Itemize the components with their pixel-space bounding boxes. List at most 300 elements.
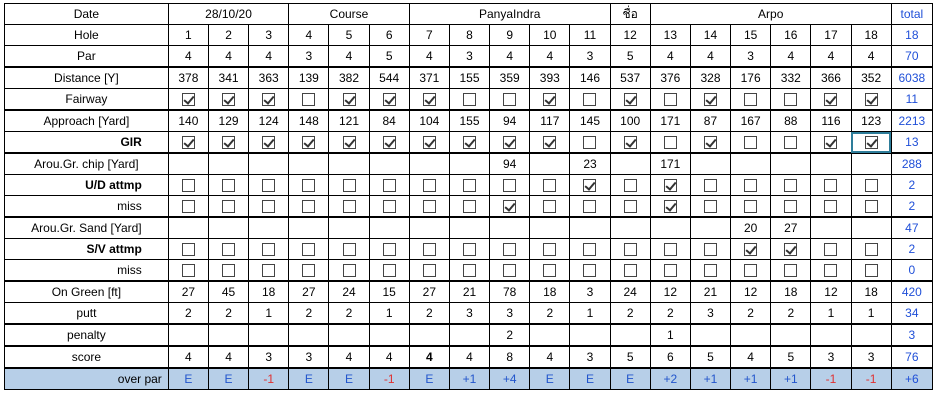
cell-score-4[interactable]: 3 (289, 346, 329, 368)
checkbox-sv-attempt-3[interactable] (249, 239, 289, 260)
checked-box-icon[interactable] (423, 136, 436, 149)
checkbox-fairway-17[interactable] (811, 89, 851, 111)
cell-around-green-sand-5[interactable] (329, 217, 369, 239)
cell-on-green-1[interactable]: 27 (168, 281, 208, 303)
cell-par-1[interactable]: 4 (168, 46, 208, 68)
cell-on-green-5[interactable]: 24 (329, 281, 369, 303)
cell-over-par-4[interactable]: E (289, 368, 329, 390)
cell-distance-8[interactable]: 155 (449, 67, 489, 89)
cell-on-green-17[interactable]: 12 (811, 281, 851, 303)
empty-box-icon[interactable] (343, 243, 356, 256)
empty-box-icon[interactable] (744, 136, 757, 149)
checkbox-gir-7[interactable] (409, 132, 449, 154)
cell-hole-10[interactable]: 10 (530, 25, 570, 46)
checkbox-ud-attempt-14[interactable] (690, 175, 730, 196)
checkbox-sv-miss-17[interactable] (811, 260, 851, 282)
cell-on-green-6[interactable]: 15 (369, 281, 409, 303)
checkbox-gir-17[interactable] (811, 132, 851, 154)
empty-box-icon[interactable] (302, 179, 315, 192)
checkbox-sv-attempt-12[interactable] (610, 239, 650, 260)
cell-penalty-9[interactable]: 2 (490, 324, 530, 346)
cell-putt-8[interactable]: 3 (449, 303, 489, 325)
checkbox-sv-miss-12[interactable] (610, 260, 650, 282)
checkbox-fairway-4[interactable] (289, 89, 329, 111)
cell-approach-12[interactable]: 100 (610, 110, 650, 132)
empty-box-icon[interactable] (302, 264, 315, 277)
cell-distance-16[interactable]: 332 (771, 67, 811, 89)
empty-box-icon[interactable] (182, 200, 195, 213)
cell-score-7[interactable]: 4 (409, 346, 449, 368)
checkbox-sv-miss-15[interactable] (731, 260, 771, 282)
cell-around-green-sand-15[interactable]: 20 (731, 217, 771, 239)
cell-penalty-15[interactable] (731, 324, 771, 346)
checkbox-sv-miss-2[interactable] (208, 260, 248, 282)
cell-on-green-11[interactable]: 3 (570, 281, 610, 303)
empty-box-icon[interactable] (503, 93, 516, 106)
checked-box-icon[interactable] (262, 93, 275, 106)
checkbox-fairway-12[interactable] (610, 89, 650, 111)
cell-around-green-chip-1[interactable] (168, 153, 208, 175)
checkbox-fairway-6[interactable] (369, 89, 409, 111)
cell-penalty-6[interactable] (369, 324, 409, 346)
cell-hole-7[interactable]: 7 (409, 25, 449, 46)
cell-on-green-15[interactable]: 12 (731, 281, 771, 303)
checked-box-icon[interactable] (784, 243, 797, 256)
checkbox-gir-3[interactable] (249, 132, 289, 154)
empty-box-icon[interactable] (744, 200, 757, 213)
cell-on-green-10[interactable]: 18 (530, 281, 570, 303)
checked-box-icon[interactable] (302, 136, 315, 149)
checkbox-sv-attempt-11[interactable] (570, 239, 610, 260)
cell-approach-16[interactable]: 88 (771, 110, 811, 132)
cell-on-green-18[interactable]: 18 (851, 281, 891, 303)
empty-box-icon[interactable] (503, 264, 516, 277)
checked-box-icon[interactable] (624, 93, 637, 106)
cell-distance-1[interactable]: 378 (168, 67, 208, 89)
checkbox-sv-miss-11[interactable] (570, 260, 610, 282)
empty-box-icon[interactable] (383, 179, 396, 192)
checkbox-fairway-1[interactable] (168, 89, 208, 111)
checked-box-icon[interactable] (503, 136, 516, 149)
checkbox-ud-miss-2[interactable] (208, 196, 248, 218)
cell-around-green-chip-3[interactable] (249, 153, 289, 175)
cell-around-green-chip-10[interactable] (530, 153, 570, 175)
empty-box-icon[interactable] (463, 264, 476, 277)
empty-box-icon[interactable] (543, 200, 556, 213)
cell-over-par-12[interactable]: E (610, 368, 650, 390)
empty-box-icon[interactable] (664, 243, 677, 256)
checkbox-sv-attempt-9[interactable] (490, 239, 530, 260)
cell-approach-13[interactable]: 171 (650, 110, 690, 132)
cell-score-5[interactable]: 4 (329, 346, 369, 368)
checkbox-sv-attempt-10[interactable] (530, 239, 570, 260)
checked-box-icon[interactable] (704, 93, 717, 106)
cell-around-green-sand-17[interactable] (811, 217, 851, 239)
empty-box-icon[interactable] (343, 264, 356, 277)
checkbox-sv-miss-9[interactable] (490, 260, 530, 282)
empty-box-icon[interactable] (784, 136, 797, 149)
checked-box-icon[interactable] (744, 243, 757, 256)
checkbox-gir-2[interactable] (208, 132, 248, 154)
cell-hole-3[interactable]: 3 (249, 25, 289, 46)
cell-penalty-7[interactable] (409, 324, 449, 346)
empty-box-icon[interactable] (262, 243, 275, 256)
cell-over-par-9[interactable]: +4 (490, 368, 530, 390)
cell-on-green-13[interactable]: 12 (650, 281, 690, 303)
checkbox-ud-miss-6[interactable] (369, 196, 409, 218)
cell-around-green-sand-18[interactable] (851, 217, 891, 239)
cell-around-green-sand-7[interactable] (409, 217, 449, 239)
empty-box-icon[interactable] (824, 264, 837, 277)
checkbox-ud-attempt-9[interactable] (490, 175, 530, 196)
cell-over-par-2[interactable]: E (208, 368, 248, 390)
empty-box-icon[interactable] (463, 93, 476, 106)
checkbox-gir-6[interactable] (369, 132, 409, 154)
cell-on-green-8[interactable]: 21 (449, 281, 489, 303)
cell-over-par-17[interactable]: -1 (811, 368, 851, 390)
cell-around-green-sand-3[interactable] (249, 217, 289, 239)
empty-box-icon[interactable] (824, 179, 837, 192)
cell-hole-14[interactable]: 14 (690, 25, 730, 46)
cell-hole-6[interactable]: 6 (369, 25, 409, 46)
cell-distance-15[interactable]: 176 (731, 67, 771, 89)
checked-box-icon[interactable] (664, 179, 677, 192)
cell-putt-17[interactable]: 1 (811, 303, 851, 325)
checkbox-gir-4[interactable] (289, 132, 329, 154)
empty-box-icon[interactable] (744, 179, 757, 192)
empty-box-icon[interactable] (222, 264, 235, 277)
checkbox-sv-miss-8[interactable] (449, 260, 489, 282)
cell-putt-14[interactable]: 3 (690, 303, 730, 325)
cell-over-par-10[interactable]: E (530, 368, 570, 390)
checkbox-sv-attempt-13[interactable] (650, 239, 690, 260)
checkbox-ud-miss-7[interactable] (409, 196, 449, 218)
cell-approach-9[interactable]: 94 (490, 110, 530, 132)
checkbox-sv-attempt-4[interactable] (289, 239, 329, 260)
empty-box-icon[interactable] (383, 243, 396, 256)
checkbox-fairway-18[interactable] (851, 89, 891, 111)
checkbox-sv-attempt-18[interactable] (851, 239, 891, 260)
cell-hole-18[interactable]: 18 (851, 25, 891, 46)
checkbox-sv-attempt-15[interactable] (731, 239, 771, 260)
cell-over-par-13[interactable]: +2 (650, 368, 690, 390)
cell-around-green-chip-15[interactable] (731, 153, 771, 175)
checkbox-ud-miss-3[interactable] (249, 196, 289, 218)
cell-over-par-15[interactable]: +1 (731, 368, 771, 390)
cell-around-green-chip-14[interactable] (690, 153, 730, 175)
checked-box-icon[interactable] (824, 93, 837, 106)
empty-box-icon[interactable] (865, 264, 878, 277)
checkbox-fairway-16[interactable] (771, 89, 811, 111)
cell-score-1[interactable]: 4 (168, 346, 208, 368)
cell-around-green-chip-11[interactable]: 23 (570, 153, 610, 175)
cell-par-4[interactable]: 3 (289, 46, 329, 68)
checked-box-icon[interactable] (222, 93, 235, 106)
checked-box-icon[interactable] (383, 93, 396, 106)
cell-around-green-sand-16[interactable]: 27 (771, 217, 811, 239)
cell-around-green-sand-4[interactable] (289, 217, 329, 239)
checkbox-ud-attempt-4[interactable] (289, 175, 329, 196)
checkbox-gir-11[interactable] (570, 132, 610, 154)
cell-score-16[interactable]: 5 (771, 346, 811, 368)
cell-around-green-sand-13[interactable] (650, 217, 690, 239)
cell-penalty-10[interactable] (530, 324, 570, 346)
empty-box-icon[interactable] (865, 179, 878, 192)
checkbox-ud-miss-14[interactable] (690, 196, 730, 218)
cell-penalty-17[interactable] (811, 324, 851, 346)
cell-distance-2[interactable]: 341 (208, 67, 248, 89)
empty-box-icon[interactable] (262, 264, 275, 277)
checkbox-sv-miss-13[interactable] (650, 260, 690, 282)
cell-approach-2[interactable]: 129 (208, 110, 248, 132)
cell-par-11[interactable]: 3 (570, 46, 610, 68)
cell-approach-5[interactable]: 121 (329, 110, 369, 132)
checkbox-sv-miss-16[interactable] (771, 260, 811, 282)
checkbox-gir-14[interactable] (690, 132, 730, 154)
cell-approach-4[interactable]: 148 (289, 110, 329, 132)
cell-over-par-7[interactable]: E (409, 368, 449, 390)
cell-around-green-sand-2[interactable] (208, 217, 248, 239)
cell-penalty-5[interactable] (329, 324, 369, 346)
empty-box-icon[interactable] (423, 200, 436, 213)
checkbox-gir-12[interactable] (610, 132, 650, 154)
checkbox-gir-9[interactable] (490, 132, 530, 154)
cell-over-par-3[interactable]: -1 (249, 368, 289, 390)
cell-par-10[interactable]: 4 (530, 46, 570, 68)
cell-approach-11[interactable]: 145 (570, 110, 610, 132)
cell-distance-17[interactable]: 366 (811, 67, 851, 89)
cell-par-13[interactable]: 4 (650, 46, 690, 68)
cell-putt-18[interactable]: 1 (851, 303, 891, 325)
checkbox-sv-attempt-16[interactable] (771, 239, 811, 260)
cell-around-green-chip-12[interactable] (610, 153, 650, 175)
checked-box-icon[interactable] (865, 93, 878, 106)
cell-approach-14[interactable]: 87 (690, 110, 730, 132)
cell-par-5[interactable]: 4 (329, 46, 369, 68)
cell-approach-17[interactable]: 116 (811, 110, 851, 132)
checked-box-icon[interactable] (222, 136, 235, 149)
cell-around-green-sand-14[interactable] (690, 217, 730, 239)
checkbox-ud-attempt-1[interactable] (168, 175, 208, 196)
empty-box-icon[interactable] (664, 93, 677, 106)
cell-putt-13[interactable]: 2 (650, 303, 690, 325)
checkbox-fairway-2[interactable] (208, 89, 248, 111)
empty-box-icon[interactable] (824, 243, 837, 256)
cell-par-2[interactable]: 4 (208, 46, 248, 68)
checkbox-ud-attempt-8[interactable] (449, 175, 489, 196)
empty-box-icon[interactable] (503, 179, 516, 192)
checked-box-icon[interactable] (343, 136, 356, 149)
checked-box-icon[interactable] (624, 136, 637, 149)
cell-score-13[interactable]: 6 (650, 346, 690, 368)
checkbox-sv-miss-3[interactable] (249, 260, 289, 282)
checkbox-ud-miss-12[interactable] (610, 196, 650, 218)
empty-box-icon[interactable] (423, 243, 436, 256)
cell-score-8[interactable]: 4 (449, 346, 489, 368)
checkbox-sv-miss-4[interactable] (289, 260, 329, 282)
cell-putt-3[interactable]: 1 (249, 303, 289, 325)
empty-box-icon[interactable] (704, 179, 717, 192)
checkbox-gir-10[interactable] (530, 132, 570, 154)
cell-on-green-14[interactable]: 21 (690, 281, 730, 303)
checked-box-icon[interactable] (664, 200, 677, 213)
checkbox-ud-miss-5[interactable] (329, 196, 369, 218)
checkbox-fairway-3[interactable] (249, 89, 289, 111)
empty-box-icon[interactable] (583, 264, 596, 277)
checkbox-ud-miss-13[interactable] (650, 196, 690, 218)
empty-box-icon[interactable] (343, 200, 356, 213)
cell-on-green-3[interactable]: 18 (249, 281, 289, 303)
cell-around-green-chip-4[interactable] (289, 153, 329, 175)
empty-box-icon[interactable] (583, 200, 596, 213)
cell-penalty-13[interactable]: 1 (650, 324, 690, 346)
cell-score-6[interactable]: 4 (369, 346, 409, 368)
cell-hole-8[interactable]: 8 (449, 25, 489, 46)
empty-box-icon[interactable] (182, 264, 195, 277)
cell-putt-11[interactable]: 1 (570, 303, 610, 325)
cell-par-18[interactable]: 4 (851, 46, 891, 68)
checkbox-sv-miss-6[interactable] (369, 260, 409, 282)
cell-score-9[interactable]: 8 (490, 346, 530, 368)
checkbox-ud-attempt-15[interactable] (731, 175, 771, 196)
empty-box-icon[interactable] (182, 179, 195, 192)
cell-par-9[interactable]: 4 (490, 46, 530, 68)
cell-par-14[interactable]: 4 (690, 46, 730, 68)
empty-box-icon[interactable] (543, 264, 556, 277)
cell-approach-8[interactable]: 155 (449, 110, 489, 132)
player-name-value[interactable]: Arpo (650, 4, 891, 25)
empty-box-icon[interactable] (744, 264, 757, 277)
cell-around-green-sand-9[interactable] (490, 217, 530, 239)
empty-box-icon[interactable] (423, 179, 436, 192)
checkbox-sv-attempt-5[interactable] (329, 239, 369, 260)
checkbox-sv-attempt-6[interactable] (369, 239, 409, 260)
cell-putt-6[interactable]: 1 (369, 303, 409, 325)
empty-box-icon[interactable] (704, 264, 717, 277)
empty-box-icon[interactable] (865, 200, 878, 213)
cell-around-green-chip-17[interactable] (811, 153, 851, 175)
cell-on-green-7[interactable]: 27 (409, 281, 449, 303)
cell-penalty-14[interactable] (690, 324, 730, 346)
cell-par-15[interactable]: 3 (731, 46, 771, 68)
cell-putt-15[interactable]: 2 (731, 303, 771, 325)
cell-around-green-sand-8[interactable] (449, 217, 489, 239)
cell-penalty-2[interactable] (208, 324, 248, 346)
cell-distance-10[interactable]: 393 (530, 67, 570, 89)
empty-box-icon[interactable] (222, 179, 235, 192)
cell-approach-18[interactable]: 123 (851, 110, 891, 132)
empty-box-icon[interactable] (664, 136, 677, 149)
cell-putt-16[interactable]: 2 (771, 303, 811, 325)
checkbox-fairway-9[interactable] (490, 89, 530, 111)
checkbox-sv-attempt-2[interactable] (208, 239, 248, 260)
cell-approach-6[interactable]: 84 (369, 110, 409, 132)
checkbox-ud-miss-16[interactable] (771, 196, 811, 218)
checked-box-icon[interactable] (865, 136, 878, 149)
empty-box-icon[interactable] (383, 200, 396, 213)
cell-over-par-8[interactable]: +1 (449, 368, 489, 390)
checkbox-ud-attempt-11[interactable] (570, 175, 610, 196)
empty-box-icon[interactable] (262, 179, 275, 192)
checkbox-ud-attempt-5[interactable] (329, 175, 369, 196)
checkbox-gir-8[interactable] (449, 132, 489, 154)
empty-box-icon[interactable] (784, 200, 797, 213)
checkbox-ud-miss-8[interactable] (449, 196, 489, 218)
checkbox-sv-miss-5[interactable] (329, 260, 369, 282)
empty-box-icon[interactable] (583, 243, 596, 256)
cell-around-green-sand-11[interactable] (570, 217, 610, 239)
checkbox-ud-miss-15[interactable] (731, 196, 771, 218)
cell-around-green-chip-7[interactable] (409, 153, 449, 175)
cell-approach-15[interactable]: 167 (731, 110, 771, 132)
cell-over-par-1[interactable]: E (168, 368, 208, 390)
cell-putt-5[interactable]: 2 (329, 303, 369, 325)
cell-approach-1[interactable]: 140 (168, 110, 208, 132)
cell-around-green-chip-2[interactable] (208, 153, 248, 175)
checkbox-ud-attempt-17[interactable] (811, 175, 851, 196)
checkbox-gir-18[interactable] (851, 132, 891, 154)
cell-approach-7[interactable]: 104 (409, 110, 449, 132)
checkbox-sv-attempt-17[interactable] (811, 239, 851, 260)
cell-putt-1[interactable]: 2 (168, 303, 208, 325)
course-value[interactable]: PanyaIndra (409, 4, 610, 25)
checkbox-ud-attempt-13[interactable] (650, 175, 690, 196)
empty-box-icon[interactable] (865, 243, 878, 256)
checkbox-fairway-8[interactable] (449, 89, 489, 111)
cell-on-green-2[interactable]: 45 (208, 281, 248, 303)
cell-hole-5[interactable]: 5 (329, 25, 369, 46)
empty-box-icon[interactable] (624, 264, 637, 277)
cell-score-3[interactable]: 3 (249, 346, 289, 368)
cell-score-14[interactable]: 5 (690, 346, 730, 368)
checked-box-icon[interactable] (182, 136, 195, 149)
checkbox-sv-miss-10[interactable] (530, 260, 570, 282)
checkbox-ud-miss-18[interactable] (851, 196, 891, 218)
cell-penalty-3[interactable] (249, 324, 289, 346)
cell-distance-11[interactable]: 146 (570, 67, 610, 89)
checkbox-gir-15[interactable] (731, 132, 771, 154)
empty-box-icon[interactable] (624, 200, 637, 213)
empty-box-icon[interactable] (784, 179, 797, 192)
cell-score-2[interactable]: 4 (208, 346, 248, 368)
checkbox-ud-attempt-10[interactable] (530, 175, 570, 196)
empty-box-icon[interactable] (463, 200, 476, 213)
checkbox-sv-attempt-7[interactable] (409, 239, 449, 260)
cell-par-16[interactable]: 4 (771, 46, 811, 68)
cell-hole-4[interactable]: 4 (289, 25, 329, 46)
empty-box-icon[interactable] (463, 243, 476, 256)
cell-score-15[interactable]: 4 (731, 346, 771, 368)
cell-on-green-12[interactable]: 24 (610, 281, 650, 303)
checkbox-ud-attempt-7[interactable] (409, 175, 449, 196)
cell-around-green-sand-12[interactable] (610, 217, 650, 239)
empty-box-icon[interactable] (624, 179, 637, 192)
cell-over-par-11[interactable]: E (570, 368, 610, 390)
cell-around-green-chip-9[interactable]: 94 (490, 153, 530, 175)
checkbox-ud-miss-17[interactable] (811, 196, 851, 218)
checkbox-ud-miss-11[interactable] (570, 196, 610, 218)
empty-box-icon[interactable] (343, 179, 356, 192)
cell-around-green-chip-6[interactable] (369, 153, 409, 175)
cell-distance-3[interactable]: 363 (249, 67, 289, 89)
cell-around-green-sand-10[interactable] (530, 217, 570, 239)
checked-box-icon[interactable] (503, 200, 516, 213)
cell-hole-11[interactable]: 11 (570, 25, 610, 46)
checkbox-fairway-13[interactable] (650, 89, 690, 111)
checkbox-ud-attempt-18[interactable] (851, 175, 891, 196)
cell-approach-3[interactable]: 124 (249, 110, 289, 132)
checkbox-ud-attempt-12[interactable] (610, 175, 650, 196)
